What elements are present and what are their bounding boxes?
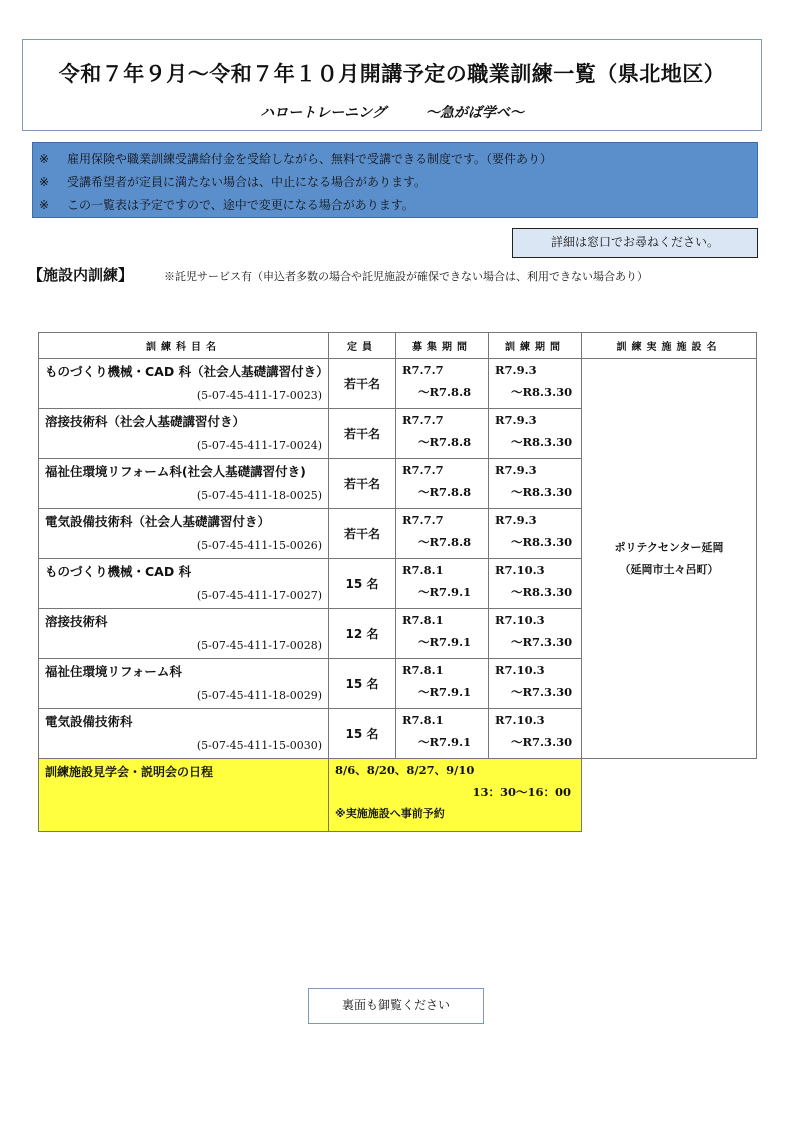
recruit-period-cell bbox=[396, 509, 489, 559]
course-name: ものづくり機械・CAD 科（社会人基礎講習付き） bbox=[45, 364, 329, 379]
notice-panel bbox=[32, 142, 758, 218]
train-start: R7.9.3 bbox=[495, 413, 537, 427]
course-name-cell bbox=[39, 609, 329, 659]
recruit-end: ～R7.8.8 bbox=[418, 435, 472, 449]
schedule-row bbox=[39, 759, 757, 832]
capacity-cell: 15 名 bbox=[329, 559, 396, 609]
training-period-cell bbox=[489, 509, 582, 559]
course-code: (5-07-45-411-17-0023) bbox=[196, 389, 322, 402]
schedule-details bbox=[329, 759, 582, 832]
facility-location: （延岡市土々呂町） bbox=[619, 562, 719, 576]
subtitle-left: ハロートレーニング bbox=[260, 105, 386, 121]
recruit-end: ～R7.9.1 bbox=[418, 685, 472, 699]
course-code: (5-07-45-411-15-0030) bbox=[196, 739, 322, 752]
notice-text: 受講希望者が定員に満たない場合は、中止になる場合があります。 bbox=[67, 175, 427, 189]
train-end: ～R7.3.30 bbox=[511, 635, 573, 649]
train-start: R7.9.3 bbox=[495, 513, 537, 527]
train-end: ～R7.3.30 bbox=[511, 735, 573, 749]
page-title: 令和７年９月～令和７年１０月開講予定の職業訓練一覧（県北地区） bbox=[58, 62, 726, 86]
header-facility: 訓練実施施設名 bbox=[582, 333, 757, 359]
course-name: ものづくり機械・CAD 科 bbox=[45, 564, 192, 579]
course-name-cell bbox=[39, 359, 329, 409]
title-box bbox=[22, 39, 762, 131]
recruit-end: ～R7.8.8 bbox=[418, 535, 472, 549]
train-end: ～R8.3.30 bbox=[511, 485, 573, 499]
course-code: (5-07-45-411-17-0027) bbox=[196, 589, 322, 602]
recruit-start: R7.8.1 bbox=[402, 563, 444, 577]
course-code: (5-07-45-411-17-0028) bbox=[196, 639, 322, 652]
course-table bbox=[38, 332, 757, 832]
facility-name: ポリテクセンター延岡 bbox=[614, 540, 724, 554]
table-header-row bbox=[39, 333, 757, 359]
training-period-cell bbox=[489, 559, 582, 609]
recruit-period-cell bbox=[396, 409, 489, 459]
schedule-note: ※実施施設へ事前予約 bbox=[335, 807, 445, 820]
training-period-cell bbox=[489, 359, 582, 409]
recruit-start: R7.7.7 bbox=[402, 363, 444, 377]
notice-text: 雇用保険や職業訓練受講給付金を受給しながら、無料で受講できる制度です。（要件あり） bbox=[67, 152, 553, 166]
course-code: (5-07-45-411-15-0026) bbox=[196, 539, 322, 552]
capacity-cell: 若干名 bbox=[329, 409, 396, 459]
notice-text: この一覧表は予定ですので、途中で変更になる場合があります。 bbox=[67, 198, 414, 212]
train-start: R7.10.3 bbox=[495, 563, 545, 577]
recruit-period-cell bbox=[396, 559, 489, 609]
notice-mark: ※ bbox=[39, 198, 50, 212]
recruit-end: ～R7.8.8 bbox=[418, 485, 472, 499]
header-recruit-period: 募集期間 bbox=[396, 333, 489, 359]
course-name: 溶接技術科 bbox=[45, 614, 108, 629]
recruit-end: ～R7.8.8 bbox=[418, 385, 472, 399]
childcare-note: ※託児サービス有（申込者多数の場合や託児施設が確保できない場合は、利用できない場合あり） bbox=[164, 270, 648, 283]
course-code: (5-07-45-411-17-0024) bbox=[196, 439, 322, 452]
recruit-period-cell bbox=[396, 459, 489, 509]
section-heading: 【施設内訓練】 bbox=[28, 266, 134, 284]
recruit-period-cell bbox=[396, 359, 489, 409]
training-period-cell bbox=[489, 709, 582, 759]
notice-line bbox=[39, 171, 757, 194]
recruit-start: R7.7.7 bbox=[402, 413, 444, 427]
course-name: 電気設備技術科 bbox=[45, 714, 133, 729]
train-end: ～R8.3.30 bbox=[511, 435, 573, 449]
schedule-label: 訓練施設見学会・説明会の日程 bbox=[39, 759, 329, 832]
header-course-name: 訓練科目名 bbox=[39, 333, 329, 359]
detail-inquiry-box: 詳細は窓口でお尋ねください。 bbox=[512, 228, 758, 258]
recruit-start: R7.8.1 bbox=[402, 663, 444, 677]
capacity-cell: 15 名 bbox=[329, 659, 396, 709]
train-end: ～R8.3.30 bbox=[511, 385, 573, 399]
train-end: ～R7.3.30 bbox=[511, 685, 573, 699]
train-start: R7.9.3 bbox=[495, 463, 537, 477]
training-period-cell bbox=[489, 659, 582, 709]
schedule-time: 13：30～16：00 bbox=[472, 785, 571, 799]
course-code: (5-07-45-411-18-0029) bbox=[196, 689, 322, 702]
course-code: (5-07-45-411-18-0025) bbox=[196, 489, 322, 502]
capacity-cell: 15 名 bbox=[329, 709, 396, 759]
see-reverse-note: 裏面も御覧ください bbox=[308, 988, 484, 1024]
course-name-cell bbox=[39, 459, 329, 509]
recruit-end: ～R7.9.1 bbox=[418, 735, 472, 749]
train-start: R7.10.3 bbox=[495, 613, 545, 627]
recruit-period-cell bbox=[396, 609, 489, 659]
recruit-end: ～R7.9.1 bbox=[418, 585, 472, 599]
facility-cell bbox=[582, 359, 757, 759]
course-name-cell bbox=[39, 559, 329, 609]
capacity-cell: 若干名 bbox=[329, 359, 396, 409]
course-name-cell bbox=[39, 409, 329, 459]
training-period-cell bbox=[489, 409, 582, 459]
notice-line bbox=[39, 194, 757, 217]
subtitle-right: ～急がば学べ～ bbox=[425, 105, 524, 121]
train-end: ～R8.3.30 bbox=[511, 535, 573, 549]
course-name: 福祉住環境リフォーム科(社会人基礎講習付き) bbox=[45, 464, 306, 479]
training-period-cell bbox=[489, 459, 582, 509]
train-start: R7.10.3 bbox=[495, 713, 545, 727]
recruit-start: R7.7.7 bbox=[402, 513, 444, 527]
capacity-cell: 若干名 bbox=[329, 459, 396, 509]
page-subtitle bbox=[23, 102, 761, 122]
train-end: ～R8.3.30 bbox=[511, 585, 573, 599]
table-row bbox=[39, 359, 757, 409]
notice-mark: ※ bbox=[39, 152, 50, 166]
header-training-period: 訓練期間 bbox=[489, 333, 582, 359]
schedule-dates: 8/6、8/20、8/27、9/10 bbox=[335, 763, 475, 777]
course-name-cell bbox=[39, 709, 329, 759]
recruit-start: R7.8.1 bbox=[402, 713, 444, 727]
training-period-cell bbox=[489, 609, 582, 659]
notice-line bbox=[39, 148, 757, 171]
recruit-end: ～R7.9.1 bbox=[418, 635, 472, 649]
notice-mark: ※ bbox=[39, 175, 50, 189]
train-start: R7.9.3 bbox=[495, 363, 537, 377]
recruit-period-cell bbox=[396, 659, 489, 709]
capacity-cell: 若干名 bbox=[329, 509, 396, 559]
recruit-start: R7.7.7 bbox=[402, 463, 444, 477]
course-name: 電気設備技術科（社会人基礎講習付き） bbox=[45, 514, 271, 529]
recruit-start: R7.8.1 bbox=[402, 613, 444, 627]
train-start: R7.10.3 bbox=[495, 663, 545, 677]
header-capacity: 定員 bbox=[329, 333, 396, 359]
course-name-cell bbox=[39, 509, 329, 559]
recruit-period-cell bbox=[396, 709, 489, 759]
course-name-cell bbox=[39, 659, 329, 709]
course-name: 溶接技術科（社会人基礎講習付き） bbox=[45, 414, 246, 429]
capacity-cell: 12 名 bbox=[329, 609, 396, 659]
course-name: 福祉住環境リフォーム科 bbox=[45, 664, 182, 679]
